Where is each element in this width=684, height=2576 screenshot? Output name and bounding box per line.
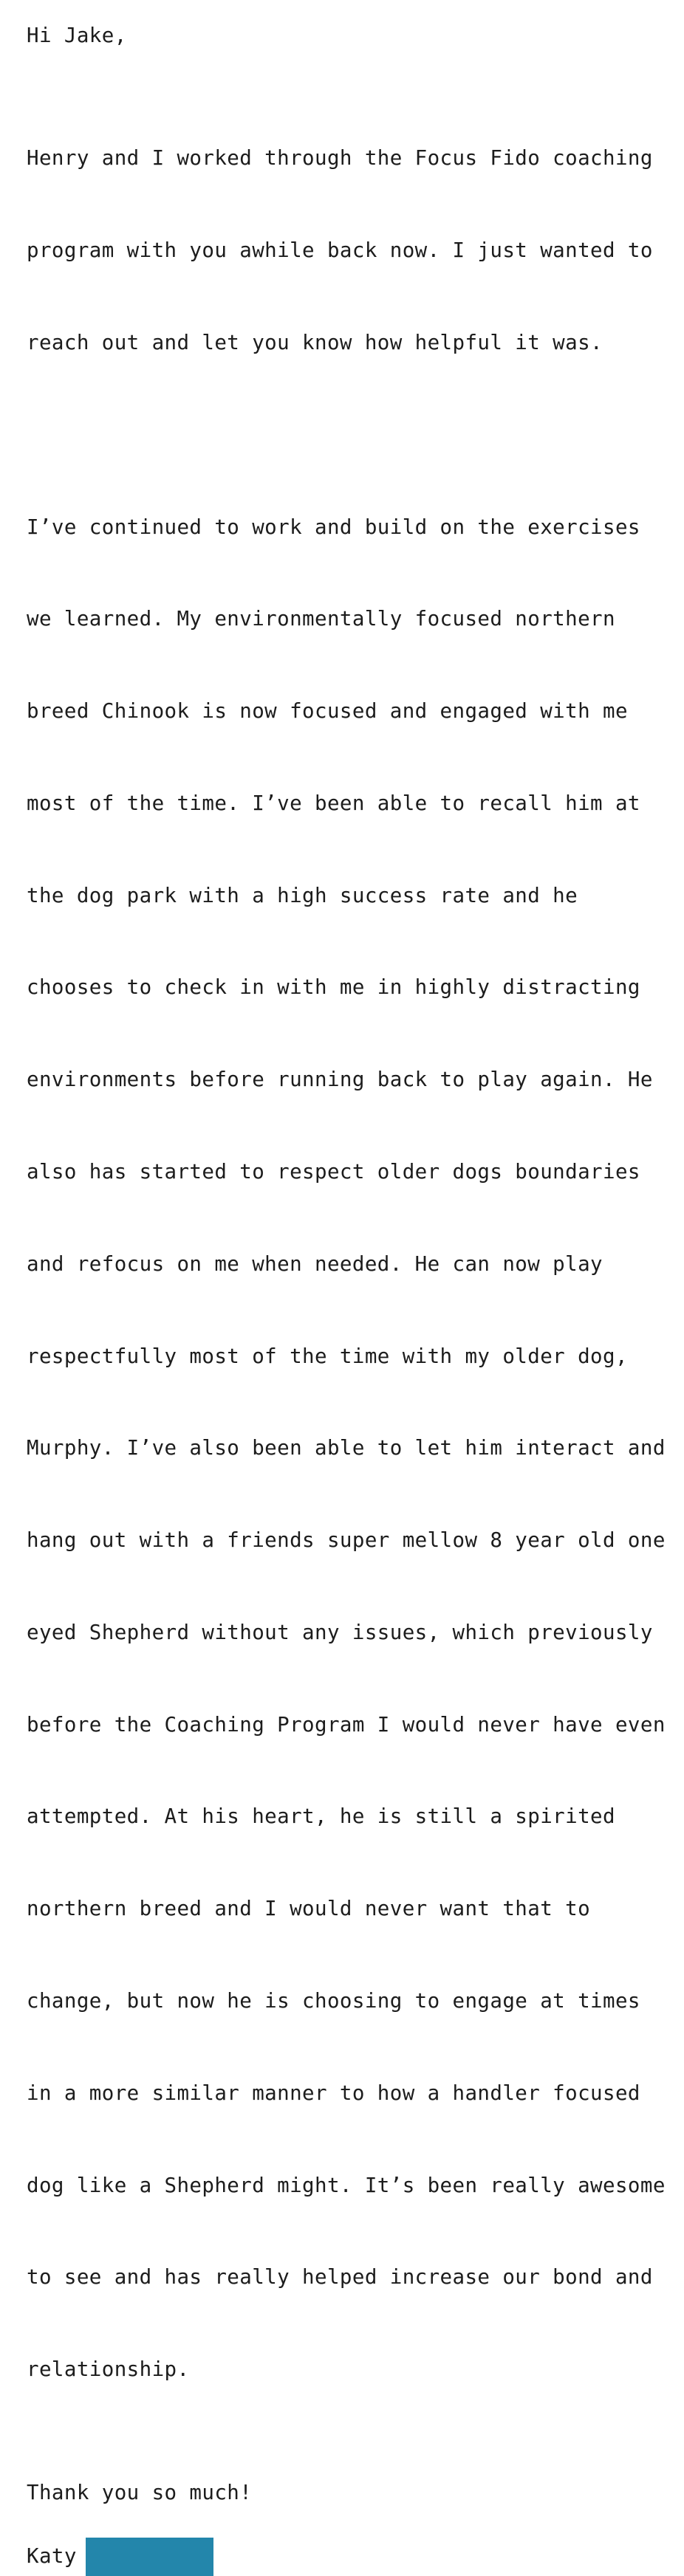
text-line: environments before running back to play again. He — [27, 1068, 653, 1092]
text-line: attempted. At his heart, he is still a spirited — [27, 1804, 615, 1829]
text-line: most of the time. I’ve been able to recall him at — [27, 791, 640, 815]
closing-line: Thank you so much! — [27, 2480, 253, 2504]
text-line: we learned. My environmentally focused northern — [27, 607, 615, 631]
text-line: before the Coaching Program I would never have even — [27, 1712, 666, 1737]
text-line: to see and has really helped increase our bond and — [27, 2265, 653, 2290]
text-line: dog like a Shepherd might. It’s been really awesome — [27, 2173, 666, 2197]
signature — [27, 2538, 669, 2576]
text-line: breed Chinook is now focused and engaged with me — [27, 699, 628, 724]
greeting: Hi Jake, — [27, 24, 127, 47]
paragraph-intro — [27, 82, 669, 420]
text-line: program with you awhile back now. I just wanted to — [27, 238, 653, 263]
redaction-block — [86, 2538, 213, 2576]
text-line: Henry and I worked through the Focus Fido coaching — [27, 146, 653, 171]
text-line: in a more similar manner to how a handler focused — [27, 2081, 640, 2105]
text-line: relationship. — [27, 2357, 190, 2382]
text-line: reach out and let you know how helpful it was. — [27, 330, 603, 354]
paragraph-body — [27, 450, 669, 2447]
text-line: I’ve continued to work and build on the exercises — [27, 515, 640, 539]
text-line: the dog park with a high success rate and he — [27, 883, 578, 907]
letter-body — [27, 21, 669, 2576]
text-line: chooses to check in with me in highly distracting — [27, 975, 640, 1000]
text-line: and refocus on me when needed. He can now play — [27, 1251, 603, 1276]
signature-name: Katy — [27, 2544, 77, 2569]
text-line: also has started to respect older dogs boundaries — [27, 1159, 640, 1184]
text-line: hang out with a friends super mellow 8 year old one — [27, 1528, 666, 1553]
text-line: eyed Shepherd without any issues, which previously — [27, 1620, 653, 1644]
text-line: change, but now he is choosing to engage at times — [27, 1989, 640, 2013]
text-line: Murphy. I’ve also been able to let him interact and — [27, 1436, 666, 1460]
text-line: northern breed and I would never want that to — [27, 1897, 591, 1921]
text-line: respectfully most of the time with my older dog, — [27, 1344, 628, 1368]
